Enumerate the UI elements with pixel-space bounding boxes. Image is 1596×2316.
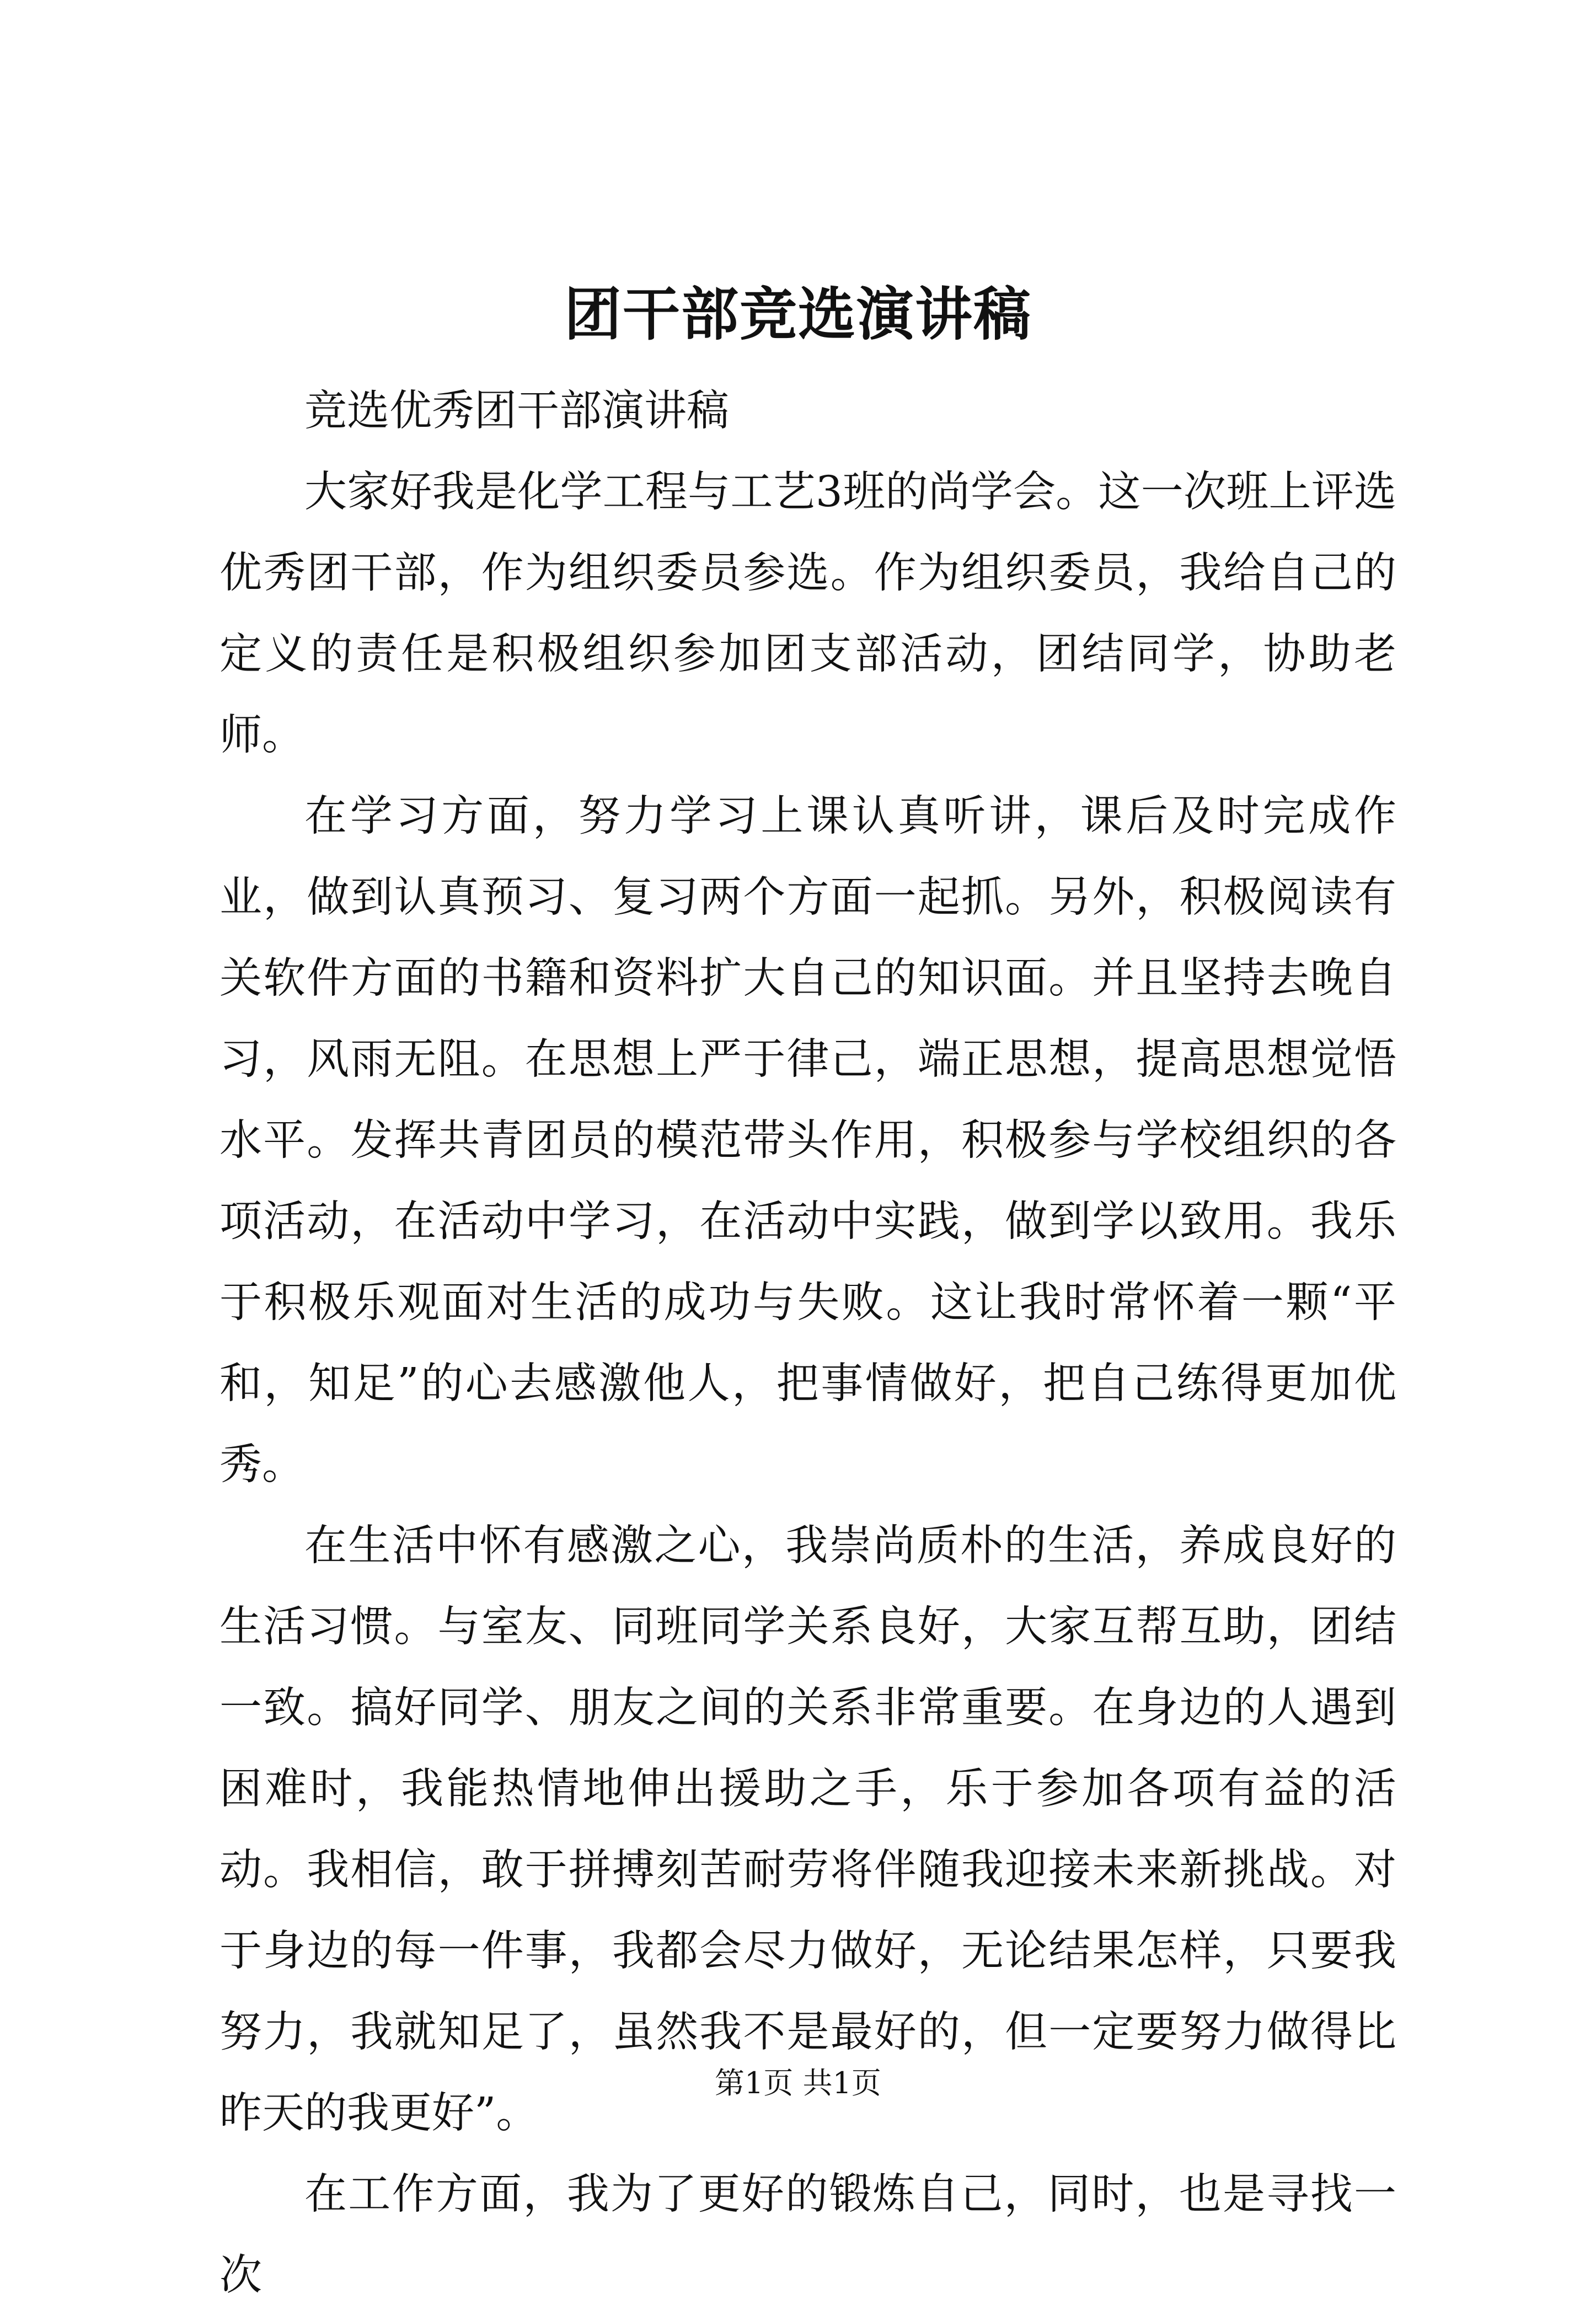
paragraph-life: 在生活中怀有感激之心，我崇尚质朴的生活，养成良好的生活习惯。与室友、同班同学关系良好，大家互帮互助，团结一致。搞好同学、朋友之间的关系非常重要。在身边的人遇到困难时，我能热情地伸出援助之手，乐于参加各项有益的活动。我相信，敢于拼搏刻苦耐劳将伴随我迎接未来新挑战。对于身边的每一件事，我都会尽力做好，无论结果怎样，只要我努力，我就知足了，虽然我不是最好的，但一定要努力做得比昨天的我更好”。	[219, 1521, 1396, 2138]
page-footer: 第1页 共1页	[715, 2066, 881, 2100]
paragraph-subtitle: 竞选优秀团干部演讲稿	[304, 387, 729, 436]
document-body	[219, 371, 1396, 2316]
paragraph-work: 在工作方面，我为了更好的锻炼自己，同时，也是寻找一次	[219, 2170, 1396, 2300]
paragraph-intro: 大家好我是化学工程与工艺3班的尚学会。这一次班上评选优秀团干部，作为组织委员参选。作为组织委员，我给自己的定义的责任是积极组织参加团支部活动，团结同学，协助老师。	[219, 468, 1396, 760]
document-title: 团干部竞选演讲稿	[564, 280, 1032, 348]
paragraph-study: 在学习方面，努力学习上课认真听讲，课后及时完成作业，做到认真预习、复习两个方面一起抓。另外，积极阅读有关软件方面的书籍和资料扩大自己的知识面。并且坚持去晚自习，风雨无阻。在思想上严于律己，端正思想，提高思想觉悟水平。发挥共青团员的模范带头作用，积极参与学校组织的各项活动，在活动中学习，在活动中实践，做到学以致用。我乐于积极乐观面对生活的成功与失败。这让我时常怀着一颗“平和，知足”的心去感激他人，把事情做好，把自己练得更加优秀。	[219, 792, 1396, 1489]
